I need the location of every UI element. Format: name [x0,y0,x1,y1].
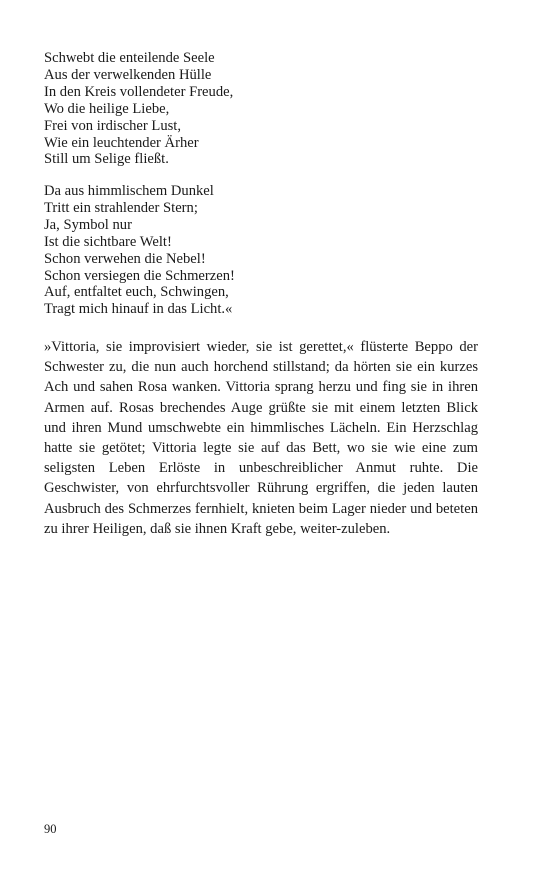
poem-line: Wo die heilige Liebe, [44,100,170,117]
poem-line: Schwebt die enteilende Seele [44,50,215,66]
prose-paragraph: »Vittoria, sie improvisiert wieder, sie ist gerettet,« flüsterte Beppo der Schwester zu, die nun auch horchend stillstand; da hörten sie ein kurzes Ach und sahen Rosa wanken. Vittoria sprang herzu und fing sie in ihren Armen auf. Rosas brechendes Auge grüßte sie mit einem letzten Blick und ihren Mund umschwebte ein himmlisches Lächeln. Ein Herzschlag hatte sie getötet; Vittoria legte sie auf das Bett, wo sie wie eine zum seligsten Leben Erlöste in unbeschreiblicher Anmut ruhte. Die Geschwister, von ehrfurchtsvoller Rührung ergriffen, die jeden lauten Ausbruch des Schmerzes fernhielt, knieten beim Lager nieder und beteten zu ihrer Heiligen, daß sie ihnen Kraft gebe, weiter-zuleben. [44,339,478,537]
poem-line: Tritt ein strahlender Stern; [44,199,198,216]
poem-line: Aus der verwelkenden Hülle [44,66,212,83]
poem-line: Tragt mich hinauf in das Licht.« [44,301,233,318]
poem-line: Ist die sichtbare Welt! [44,233,172,250]
poem-line: Wie ein leuchtender Ärher [44,134,199,151]
poem-line: In den Kreis vollendeter Freude, [44,83,234,100]
poem-stanza-1 [44,50,484,168]
poem-line: Schon versiegen die Schmerzen! [44,267,235,284]
poem-line: Frei von irdischer Lust, [44,117,181,134]
page-number: 90 [44,822,57,836]
poem-line: Da aus himmlischem Dunkel [44,183,214,199]
poem-stanza-2 [44,183,484,318]
poem-line: Ja, Symbol nur [44,216,132,233]
poem-line: Still um Selige fließt. [44,151,169,168]
poem-line: Auf, entfaltet euch, Schwingen, [44,284,229,301]
poem-line: Schon verwehen die Nebel! [44,250,206,267]
